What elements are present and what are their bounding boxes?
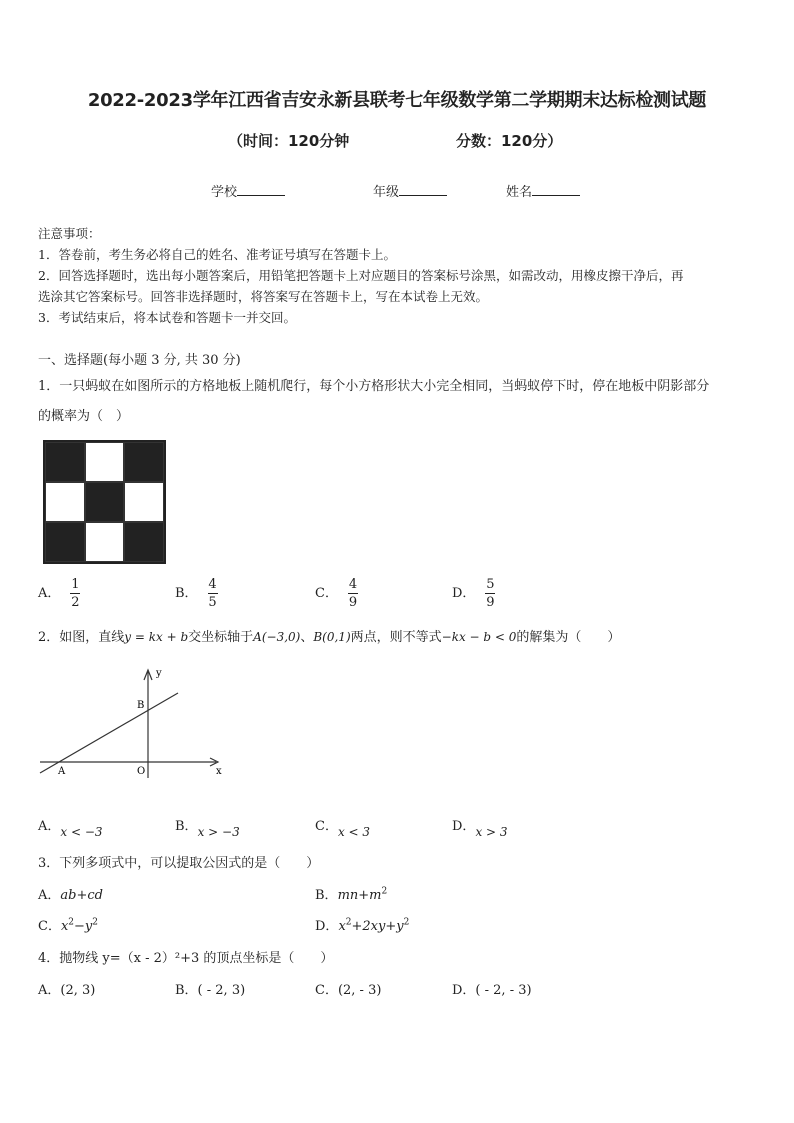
q4-option-a: A．(2, 3) <box>38 983 96 998</box>
shaded-cell <box>124 442 164 482</box>
q3-option-b: B．$mn+m^2$ <box>315 886 388 903</box>
q3-option-a: A．ab+cd <box>38 888 103 903</box>
exam-score: 分数：120分） <box>456 132 563 150</box>
blank-cell <box>124 482 164 522</box>
x-label: x <box>216 766 222 777</box>
q2-line-graph-figure <box>38 666 228 781</box>
q4-stem: 4．抛物线 y=（x - 2）²+3 的顶点坐标是（ ） <box>38 951 334 966</box>
notes-heading: 注意事项： <box>38 226 101 241</box>
fraction: $\frac{4}{9}$ <box>348 577 358 610</box>
blank-cell <box>85 522 125 562</box>
exam-time: （时间：120分钟 <box>228 132 350 150</box>
name-field: 姓名 <box>506 181 580 200</box>
fraction: $\frac{4}{5}$ <box>208 577 217 610</box>
point-b-label: B <box>137 700 145 711</box>
note-2b: 选涂其它答案标号。回答非选择题时，将答案写在答题卡上，写在本试卷上无效。 <box>38 289 489 304</box>
blank-cell <box>85 442 125 482</box>
q3-option-d: D．$x^2+2xy+y^2$ <box>315 917 410 934</box>
name-blank <box>532 183 580 196</box>
q1-line1: 1．一只蚂蚁在如图所示的方格地板上随机爬行，每个小方格形状大小完全相同，当蚂蚁停下时，停在地板中阴影部分 <box>38 379 710 394</box>
q1-line2: 的概率为（ ） <box>38 409 130 424</box>
q1-option-b: B． $\frac{4}{5}$ <box>175 577 217 610</box>
school-blank <box>237 183 285 196</box>
note-2a: 2．回答选择题时，选出每小题答案后，用铅笔把答题卡上对应题目的答案标号涂黑，如需改动，用橡皮擦干净后，再 <box>38 268 684 283</box>
fraction: $\frac{5}{9}$ <box>486 577 495 610</box>
q4-option-c: C．(2, - 3) <box>315 983 382 998</box>
q2-stem: 2．如图，直线y = kx + b交坐标轴于A(−3,0)、B(0,1)两点，则不等式−kx − b < 0的解集为（ ） <box>38 630 621 645</box>
shaded-cell <box>124 522 164 562</box>
blank-cell <box>45 482 85 522</box>
origin-label: O <box>137 766 146 777</box>
fraction: $\frac{1}{2}$ <box>71 577 80 610</box>
q1-checkerboard-figure <box>43 440 166 564</box>
section-heading: 一、选择题(每小题 3 分, 共 30 分) <box>38 353 241 368</box>
q2-option-d: D．x > 3 <box>452 819 508 839</box>
q3-stem: 3．下列多项式中，可以提取公因式的是（ ） <box>38 856 320 871</box>
note-3: 3．考试结束后，将本试卷和答题卡一并交回。 <box>38 310 296 325</box>
q2-option-c: C．x < 3 <box>315 819 371 839</box>
page-title: 2022-2023学年江西省吉安永新县联考七年级数学第二学期期末达标检测试题 <box>87 90 707 111</box>
shaded-cell <box>85 482 125 522</box>
note-1: 1．答卷前，考生务必将自己的姓名、准考证号填写在答题卡上。 <box>38 247 396 262</box>
q3-option-c: C．$x^2-y^2$ <box>38 917 99 934</box>
q1-option-d: D． $\frac{5}{9}$ <box>452 577 495 610</box>
q1-option-c: C． $\frac{4}{9}$ <box>315 577 358 610</box>
grade-blank <box>399 183 447 196</box>
q4-option-b: B．( - 2, 3) <box>175 983 246 998</box>
q2-option-a: A．x < −3 <box>38 819 103 839</box>
point-a-label: A <box>58 766 66 777</box>
shaded-cell <box>45 442 85 482</box>
q2-option-b: B．x > −3 <box>175 819 240 839</box>
shaded-cell <box>45 522 85 562</box>
grade-field: 年级 <box>373 181 447 200</box>
school-field: 学校 <box>211 181 285 200</box>
q4-option-d: D．( - 2, - 3) <box>452 983 532 998</box>
q1-option-a: A． $\frac{1}{2}$ <box>38 577 80 610</box>
line-y-kx-b <box>40 693 178 773</box>
y-label: y <box>156 668 162 679</box>
